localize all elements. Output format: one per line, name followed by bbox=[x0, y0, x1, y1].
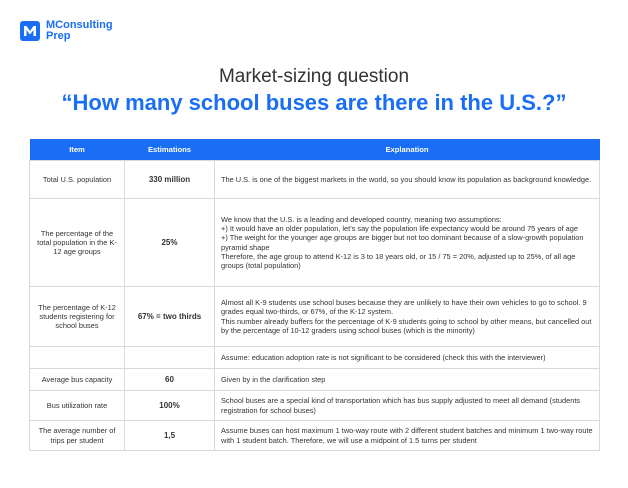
table-row bbox=[30, 391, 600, 421]
explanation-cell bbox=[215, 347, 600, 369]
explanation-text: This number already buffers for the percentage of K-9 students going to school by other means, but cancelled out by the percentage of 10-12 graders using school buses (which is the minority) bbox=[221, 316, 592, 335]
page-title: “How many school buses are there in the U.S.?” bbox=[61, 90, 567, 115]
item-cell bbox=[30, 347, 125, 369]
table-row bbox=[30, 347, 600, 369]
item-cell: Bus utilization rate bbox=[30, 391, 125, 421]
estimation-cell: 1,5 bbox=[125, 421, 215, 451]
explanation-cell bbox=[215, 369, 600, 391]
column-header-explanation: Explanation bbox=[215, 139, 600, 161]
table-row bbox=[30, 161, 600, 199]
item-cell: Average bus capacity bbox=[30, 369, 125, 391]
page-subtitle: Market-sizing question bbox=[218, 66, 410, 87]
estimation-cell: 100% bbox=[125, 391, 215, 421]
estimation-cell: 60 bbox=[125, 369, 215, 391]
table-row bbox=[30, 287, 600, 347]
brand-name: MConsulting Prep bbox=[46, 19, 113, 42]
estimation-cell: 25% bbox=[125, 199, 215, 287]
estimation-cell: 67% = two thirds bbox=[125, 287, 215, 347]
explanation-text: Therefore, the age group to attend K-12 is 3 to 18 years old, or 15 / 75 = 20%, adjusted up to 25%, of all age groups (total population) bbox=[221, 251, 576, 271]
explanation-text: The U.S. is one of the biggest markets in the world, so you should know its population as background knowledge. bbox=[221, 174, 592, 184]
brand-logo bbox=[20, 20, 113, 42]
estimation-table bbox=[29, 139, 600, 451]
explanation-text: +) It would have an older population, let's say the population life expectancy would be around 75 years of age bbox=[221, 223, 579, 233]
item-cell: The average number of trips per student bbox=[30, 421, 125, 451]
estimation-cell: 330 million bbox=[125, 161, 215, 199]
explanation-cell bbox=[215, 199, 600, 287]
table-row bbox=[30, 421, 600, 451]
item-cell: Total U.S. population bbox=[30, 161, 125, 199]
table-row bbox=[30, 199, 600, 287]
table-row bbox=[30, 369, 600, 391]
explanation-cell bbox=[215, 421, 600, 451]
table-header-row bbox=[30, 139, 600, 161]
explanation-text: Assume: education adoption rate is not significant to be considered (check this with the interviewer) bbox=[221, 352, 546, 362]
explanation-text: We know that the U.S. is a leading and developed country, meaning two assumptions: bbox=[221, 214, 502, 224]
explanation-text: Almost all K-9 students use school buses because they are unlikely to have their own vehicles to go to school. 9 grades equal two-thirds, or 67%, of the K-12 system. bbox=[221, 297, 587, 317]
explanation-text: +) The weight for the younger age groups are bigger but not too dominant because of a slow-growth population pyramid shape bbox=[221, 233, 584, 252]
page-heading bbox=[0, 66, 628, 118]
explanation-text: Given by in the clarification step bbox=[221, 374, 326, 384]
explanation-cell bbox=[215, 391, 600, 421]
explanation-cell bbox=[215, 287, 600, 347]
item-cell: The percentage of the total population in the K-12 age groups bbox=[30, 199, 125, 287]
column-header-item: Item bbox=[30, 139, 125, 161]
item-cell: The percentage of K-12 students registering for school buses bbox=[30, 287, 125, 347]
explanation-text: Assume buses can host maximum 1 two-way route with 2 different student batches and minimum 1 two-way route with 1 student batch. Therefore, we will use a midpoint of 1.5 turns per student bbox=[221, 426, 593, 445]
column-header-estimations: Estimations bbox=[125, 139, 215, 161]
explanation-cell bbox=[215, 161, 600, 199]
explanation-text: School buses are a special kind of transportation which has bus supply adjusted to meet all demand (students registration for school buses) bbox=[221, 396, 581, 415]
estimation-cell bbox=[125, 347, 215, 369]
m-logo-icon bbox=[20, 21, 40, 41]
